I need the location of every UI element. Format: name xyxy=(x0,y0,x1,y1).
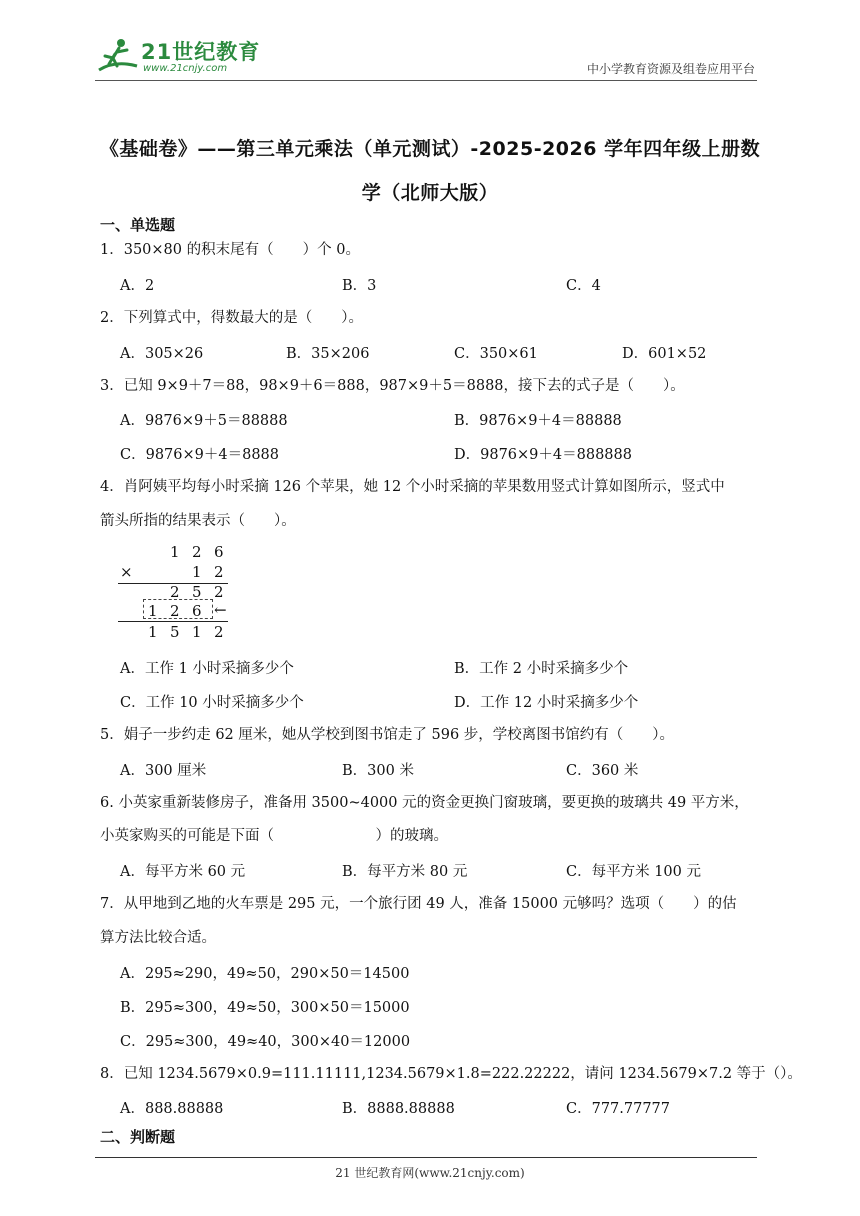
calc-digit: 2 xyxy=(214,583,224,601)
question-6-line1: 6. 小英家重新装修房子，准备用 3500~4000 元的资金更换门窗玻璃，要更换的玻璃共 49 平方米， xyxy=(100,795,749,811)
calc-digit: 1 xyxy=(170,543,180,561)
calc-digit: 2 xyxy=(192,543,202,561)
question-8: 8．已知 1234.5679×0.9=111.11111,1234.5679×1.8=222.22222，请问 1234.5679×7.2 等于（）。 xyxy=(100,1066,802,1082)
calc-digit: 2 xyxy=(214,563,224,581)
question-7-line1: 7．从甲地到乙地的火车票是 295 元，一个旅行团 49 人，准备 15000 元够吗？选项（ ）的估 xyxy=(100,896,737,912)
q6-option-c[interactable]: C．每平方米 100 元 xyxy=(566,864,701,880)
q8-option-b[interactable]: B．8888.88888 xyxy=(342,1101,455,1117)
runner-logo-icon xyxy=(95,36,141,76)
calc-digit: 1 xyxy=(192,623,202,641)
calc-digit: 2 xyxy=(170,583,180,601)
footer-divider xyxy=(95,1157,757,1158)
q8-option-c[interactable]: C．777.77777 xyxy=(566,1101,671,1117)
logo-url: www.21cnjy.com xyxy=(143,63,228,74)
q7-option-c[interactable]: C．295≈300，49≈40，300×40＝12000 xyxy=(120,1034,411,1050)
calc-rule xyxy=(118,621,228,622)
question-4-line1: 4．肖阿姨平均每小时采摘 126 个苹果，她 12 个小时采摘的苹果数用竖式计算如图所示，竖式中 xyxy=(100,479,725,495)
q2-option-c[interactable]: C．350×61 xyxy=(454,346,538,362)
q2-option-a[interactable]: A．305×26 xyxy=(120,346,204,362)
question-5: 5．娟子一步约走 62 厘米，她从学校到图书馆走了 596 步，学校离图书馆约有（ ）。 xyxy=(100,727,675,743)
calc-digit: 1 xyxy=(148,623,158,641)
q6-option-b[interactable]: B．每平方米 80 元 xyxy=(342,864,468,880)
q7-option-b[interactable]: B．295≈300，49≈50，300×50＝15000 xyxy=(120,1000,410,1016)
section-heading-true-false: 二、判断题 xyxy=(100,1128,176,1146)
q4-option-a[interactable]: A．工作 1 小时采摘多少个 xyxy=(120,661,294,677)
q3-option-b[interactable]: B．9876×9＋4＝88888 xyxy=(454,413,622,429)
question-2: 2．下列算式中，得数最大的是（ ）。 xyxy=(100,310,363,326)
q5-option-c[interactable]: C．360 米 xyxy=(566,763,639,779)
q5-option-a[interactable]: A．300 厘米 xyxy=(120,763,207,779)
calc-digit: 6 xyxy=(192,602,202,620)
q4-option-d[interactable]: D．工作 12 小时采摘多少个 xyxy=(454,695,639,711)
question-3: 3．已知 9×9＋7＝88，98×9＋6＝888，987×9＋5＝8888，接下去的式子是（ ）。 xyxy=(100,378,685,394)
q7-option-a[interactable]: A．295≈290，49≈50，290×50＝14500 xyxy=(120,966,410,982)
calc-digit: 6 xyxy=(214,543,224,561)
doc-title-line1: 《基础卷》——第三单元乘法（单元测试）-2025-2026 学年四年级上册数 xyxy=(99,138,761,160)
vertical-multiplication xyxy=(118,543,248,643)
q3-option-a[interactable]: A．9876×9＋5＝88888 xyxy=(120,413,288,429)
q6-option-a[interactable]: A．每平方米 60 元 xyxy=(120,864,246,880)
platform-label: 中小学教育资源及组卷应用平台 xyxy=(586,62,755,76)
q3-option-d[interactable]: D．9876×9＋4＝888888 xyxy=(454,447,632,463)
q4-option-b[interactable]: B．工作 2 小时采摘多少个 xyxy=(454,661,629,677)
site-logo[interactable] xyxy=(95,36,265,76)
calc-digit: 2 xyxy=(170,602,180,620)
page-header xyxy=(95,30,757,81)
calc-digit: 5 xyxy=(170,623,180,641)
q1-option-c[interactable]: C．4 xyxy=(566,278,601,294)
q3-option-c[interactable]: C．9876×9＋4＝8888 xyxy=(120,447,279,463)
q1-option-a[interactable]: A．2 xyxy=(120,278,155,294)
q5-option-b[interactable]: B．300 米 xyxy=(342,763,414,779)
calc-digit: 1 xyxy=(192,563,202,581)
question-6-line2: 小英家购买的可能是下面（ ）的玻璃。 xyxy=(100,828,448,844)
calc-digit: 5 xyxy=(192,583,202,601)
left-arrow-icon: ← xyxy=(214,601,227,619)
times-sign: × xyxy=(120,563,133,581)
calc-digit: 2 xyxy=(214,623,224,641)
question-4-line2: 箭头所指的结果表示（ ）。 xyxy=(100,513,296,529)
calc-digit: 1 xyxy=(148,602,158,620)
doc-title-line2: 学（北师大版） xyxy=(361,182,499,204)
page-footer[interactable]: 21 世纪教育网(www.21cnjy.com) xyxy=(335,1166,525,1180)
q2-option-d[interactable]: D．601×52 xyxy=(622,346,707,362)
q8-option-a[interactable]: A．888.88888 xyxy=(120,1101,224,1117)
question-1: 1．350×80 的积末尾有（ ）个 0。 xyxy=(100,242,360,258)
q1-option-b[interactable]: B．3 xyxy=(342,278,377,294)
q2-option-b[interactable]: B．35×206 xyxy=(286,346,370,362)
logo-text: 21世纪教育 xyxy=(141,40,261,64)
section-heading-single-choice: 一、单选题 xyxy=(100,216,176,234)
question-7-line2: 算方法比较合适。 xyxy=(100,930,216,946)
q4-option-c[interactable]: C．工作 10 小时采摘多少个 xyxy=(120,695,304,711)
